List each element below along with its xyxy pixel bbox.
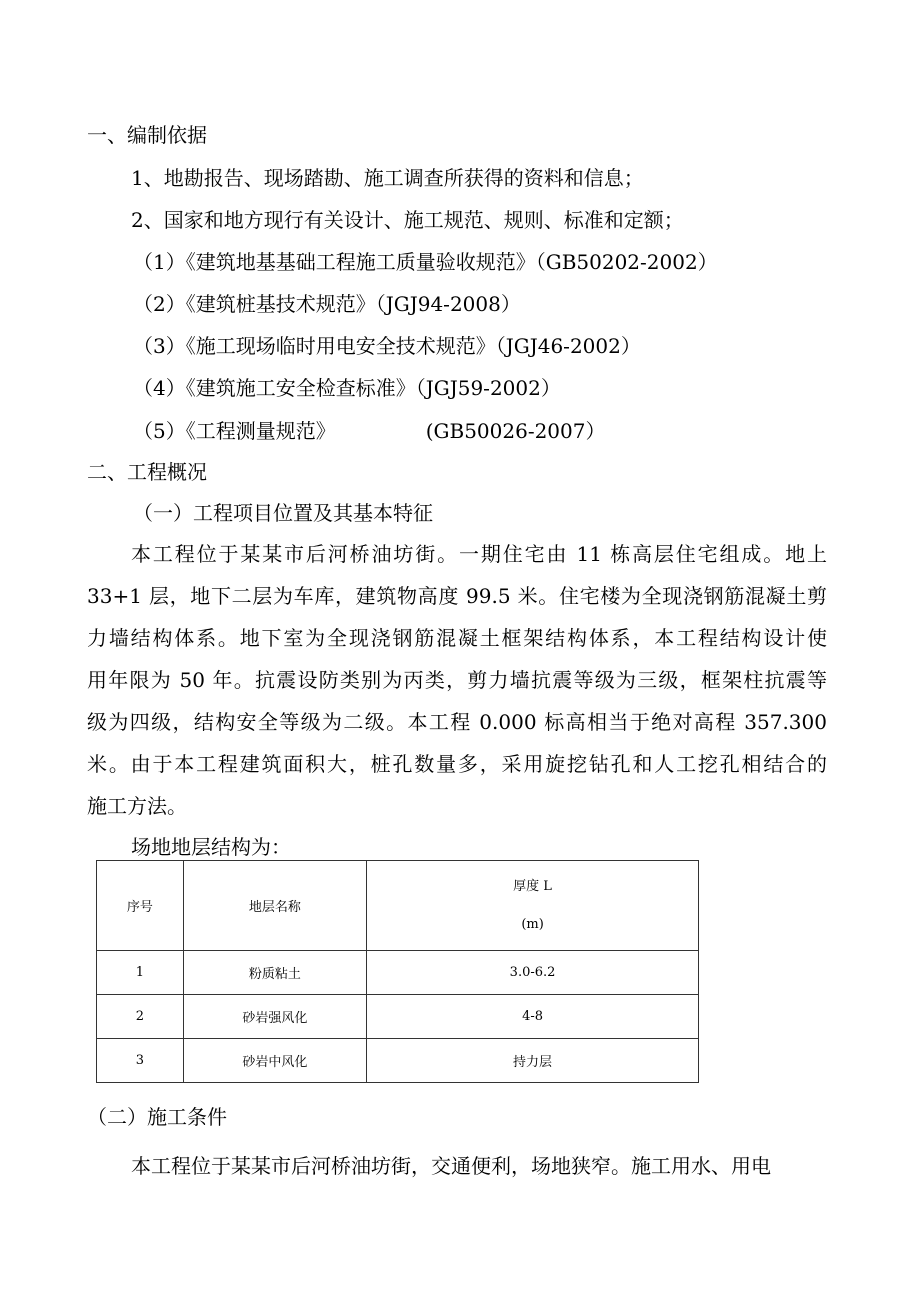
standard-item: （1）《建筑地基基础工程施工质量验收规范》（GB50202-2002） <box>133 250 718 274</box>
standard-item: （3）《施工现场临时用电安全技术规范》（JGJ46-2002） <box>133 334 641 358</box>
cell-thickness: 3.0-6.2 <box>367 951 699 995</box>
header-cell-thickness <box>367 861 699 951</box>
cell-index: 2 <box>97 995 184 1039</box>
overview-paragraph-line: 用年限为 50 年。抗震设防类别为丙类，剪力墙抗震等级为三级，框架柱抗震等 <box>87 668 827 692</box>
cell-thickness: 持力层 <box>367 1039 699 1083</box>
conditions-paragraph-line: 本工程位于某某市后河桥油坊街，交通便利，场地狭窄。施工用水、用电 <box>131 1154 771 1178</box>
section1-heading: 一、编制依据 <box>87 123 207 147</box>
thickness-unit: (m) <box>521 916 544 932</box>
overview-paragraph-line: 级为四级，结构安全等级为二级。本工程 0.000 标高相当于绝对高程 357.300 <box>87 710 827 734</box>
basis-item-2: 2、国家和地方现行有关设计、施工规范、规则、标准和定额； <box>131 208 684 232</box>
overview-paragraph-line: 力墙结构体系。地下室为全现浇钢筋混凝土框架结构体系，本工程结构设计使 <box>87 626 827 650</box>
section2-heading: 二、工程概况 <box>87 460 207 484</box>
subsection-heading: （一）工程项目位置及其基本特征 <box>133 501 433 525</box>
header-cell-name: 地层名称 <box>183 861 366 951</box>
overview-paragraph-line: 施工方法。 <box>87 794 187 818</box>
overview-paragraph-line: 米。由于本工程建筑面积大，桩孔数量多，采用旋挖钻孔和人工挖孔相结合的 <box>87 752 827 776</box>
subsection-heading: （二）施工条件 <box>87 1105 227 1129</box>
strata-table <box>96 860 699 1083</box>
overview-paragraph-line: 33+1 层，地下二层为车库，建筑物高度 99.5 米。住宅楼为全现浇钢筋混凝土剪 <box>87 584 827 608</box>
thickness-label: 厚度 L <box>513 878 552 894</box>
table-row <box>97 1039 699 1083</box>
standard-item: （2）《建筑桩基技术规范》（JGJ94-2008） <box>133 292 521 316</box>
cell-index: 3 <box>97 1039 184 1083</box>
overview-paragraph-line: 本工程位于某某市后河桥油坊街。一期住宅由 11 栋高层住宅组成。地上 <box>131 542 827 566</box>
cell-thickness: 4-8 <box>367 995 699 1039</box>
table-header-row <box>97 861 699 951</box>
cell-name: 砂岩中风化 <box>183 1039 366 1083</box>
table-row <box>97 995 699 1039</box>
standard-item: （4）《建筑施工安全检查标准》（JGJ59-2002） <box>133 376 561 400</box>
standard-item: （5）《工程测量规范》 (GB50026-2007） <box>133 419 606 443</box>
table-row <box>97 951 699 995</box>
cell-name: 砂岩强风化 <box>183 995 366 1039</box>
header-cell-index: 序号 <box>97 861 184 951</box>
basis-item-1: 1、地勘报告、现场踏勘、施工调查所获得的资料和信息； <box>131 166 644 190</box>
table-caption: 场地地层结构为： <box>131 835 291 859</box>
cell-index: 1 <box>97 951 184 995</box>
cell-name: 粉质粘土 <box>183 951 366 995</box>
